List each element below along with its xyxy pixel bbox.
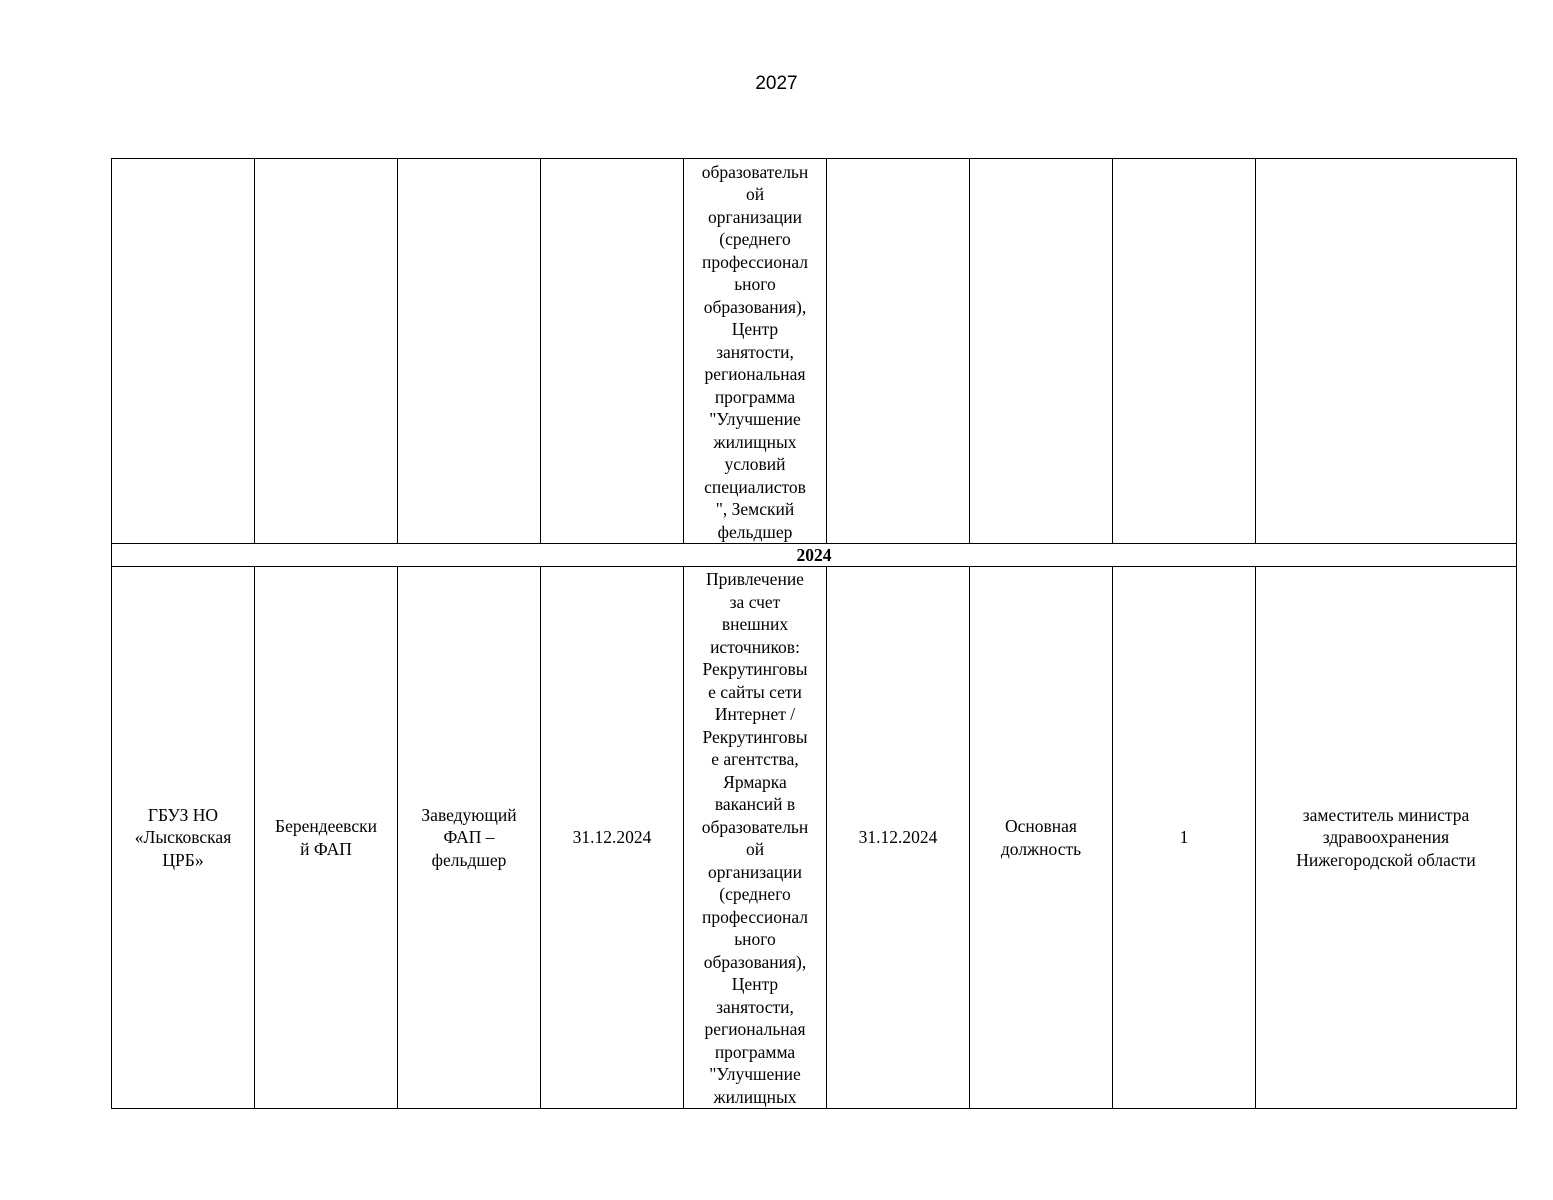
table-row-year bbox=[112, 544, 1517, 567]
cell-measures: Привлечение за счет внешних источников: Рекрутинговы е сайты сети Интернет / Рекрутинговы е агентства, Ярмарка вакансий в образовательн ой организации (среднего профессионал ьного образования), Центр занятости, региональная программа "Улучшение жилищных bbox=[684, 567, 827, 1109]
cell-responsible: заместитель министра здравоохранения Нижегородской области bbox=[1256, 567, 1517, 1109]
year-header: 2024 bbox=[112, 544, 1517, 567]
cell-unit: Берендеевски й ФАП bbox=[255, 567, 398, 1109]
cell-position-empty bbox=[398, 159, 541, 544]
cell-organization: ГБУЗ НО «Лысковская ЦРБ» bbox=[112, 567, 255, 1109]
table-row-continued bbox=[112, 159, 1517, 544]
cell-unit-empty bbox=[255, 159, 398, 544]
cell-count: 1 bbox=[1113, 567, 1256, 1109]
cell-position: Заведующий ФАП – фельдшер bbox=[398, 567, 541, 1109]
staffing-table bbox=[111, 158, 1517, 1109]
cell-date-plan: 31.12.2024 bbox=[827, 567, 970, 1109]
cell-count-empty bbox=[1113, 159, 1256, 544]
cell-organization-empty bbox=[112, 159, 255, 544]
cell-date-plan-empty bbox=[827, 159, 970, 544]
table-row bbox=[112, 567, 1517, 1109]
cell-date-vacancy: 31.12.2024 bbox=[541, 567, 684, 1109]
cell-measures-continued: образовательн ой организации (среднего профессионал ьного образования), Центр занятости, региональная программа "Улучшение жилищных условий специалистов ", Земский фельдшер bbox=[684, 159, 827, 544]
cell-job-type-empty bbox=[970, 159, 1113, 544]
cell-date-vacancy-empty bbox=[541, 159, 684, 544]
cell-responsible-empty bbox=[1256, 159, 1517, 544]
page-number: 2027 bbox=[755, 73, 798, 94]
cell-job-type: Основная должность bbox=[970, 567, 1113, 1109]
